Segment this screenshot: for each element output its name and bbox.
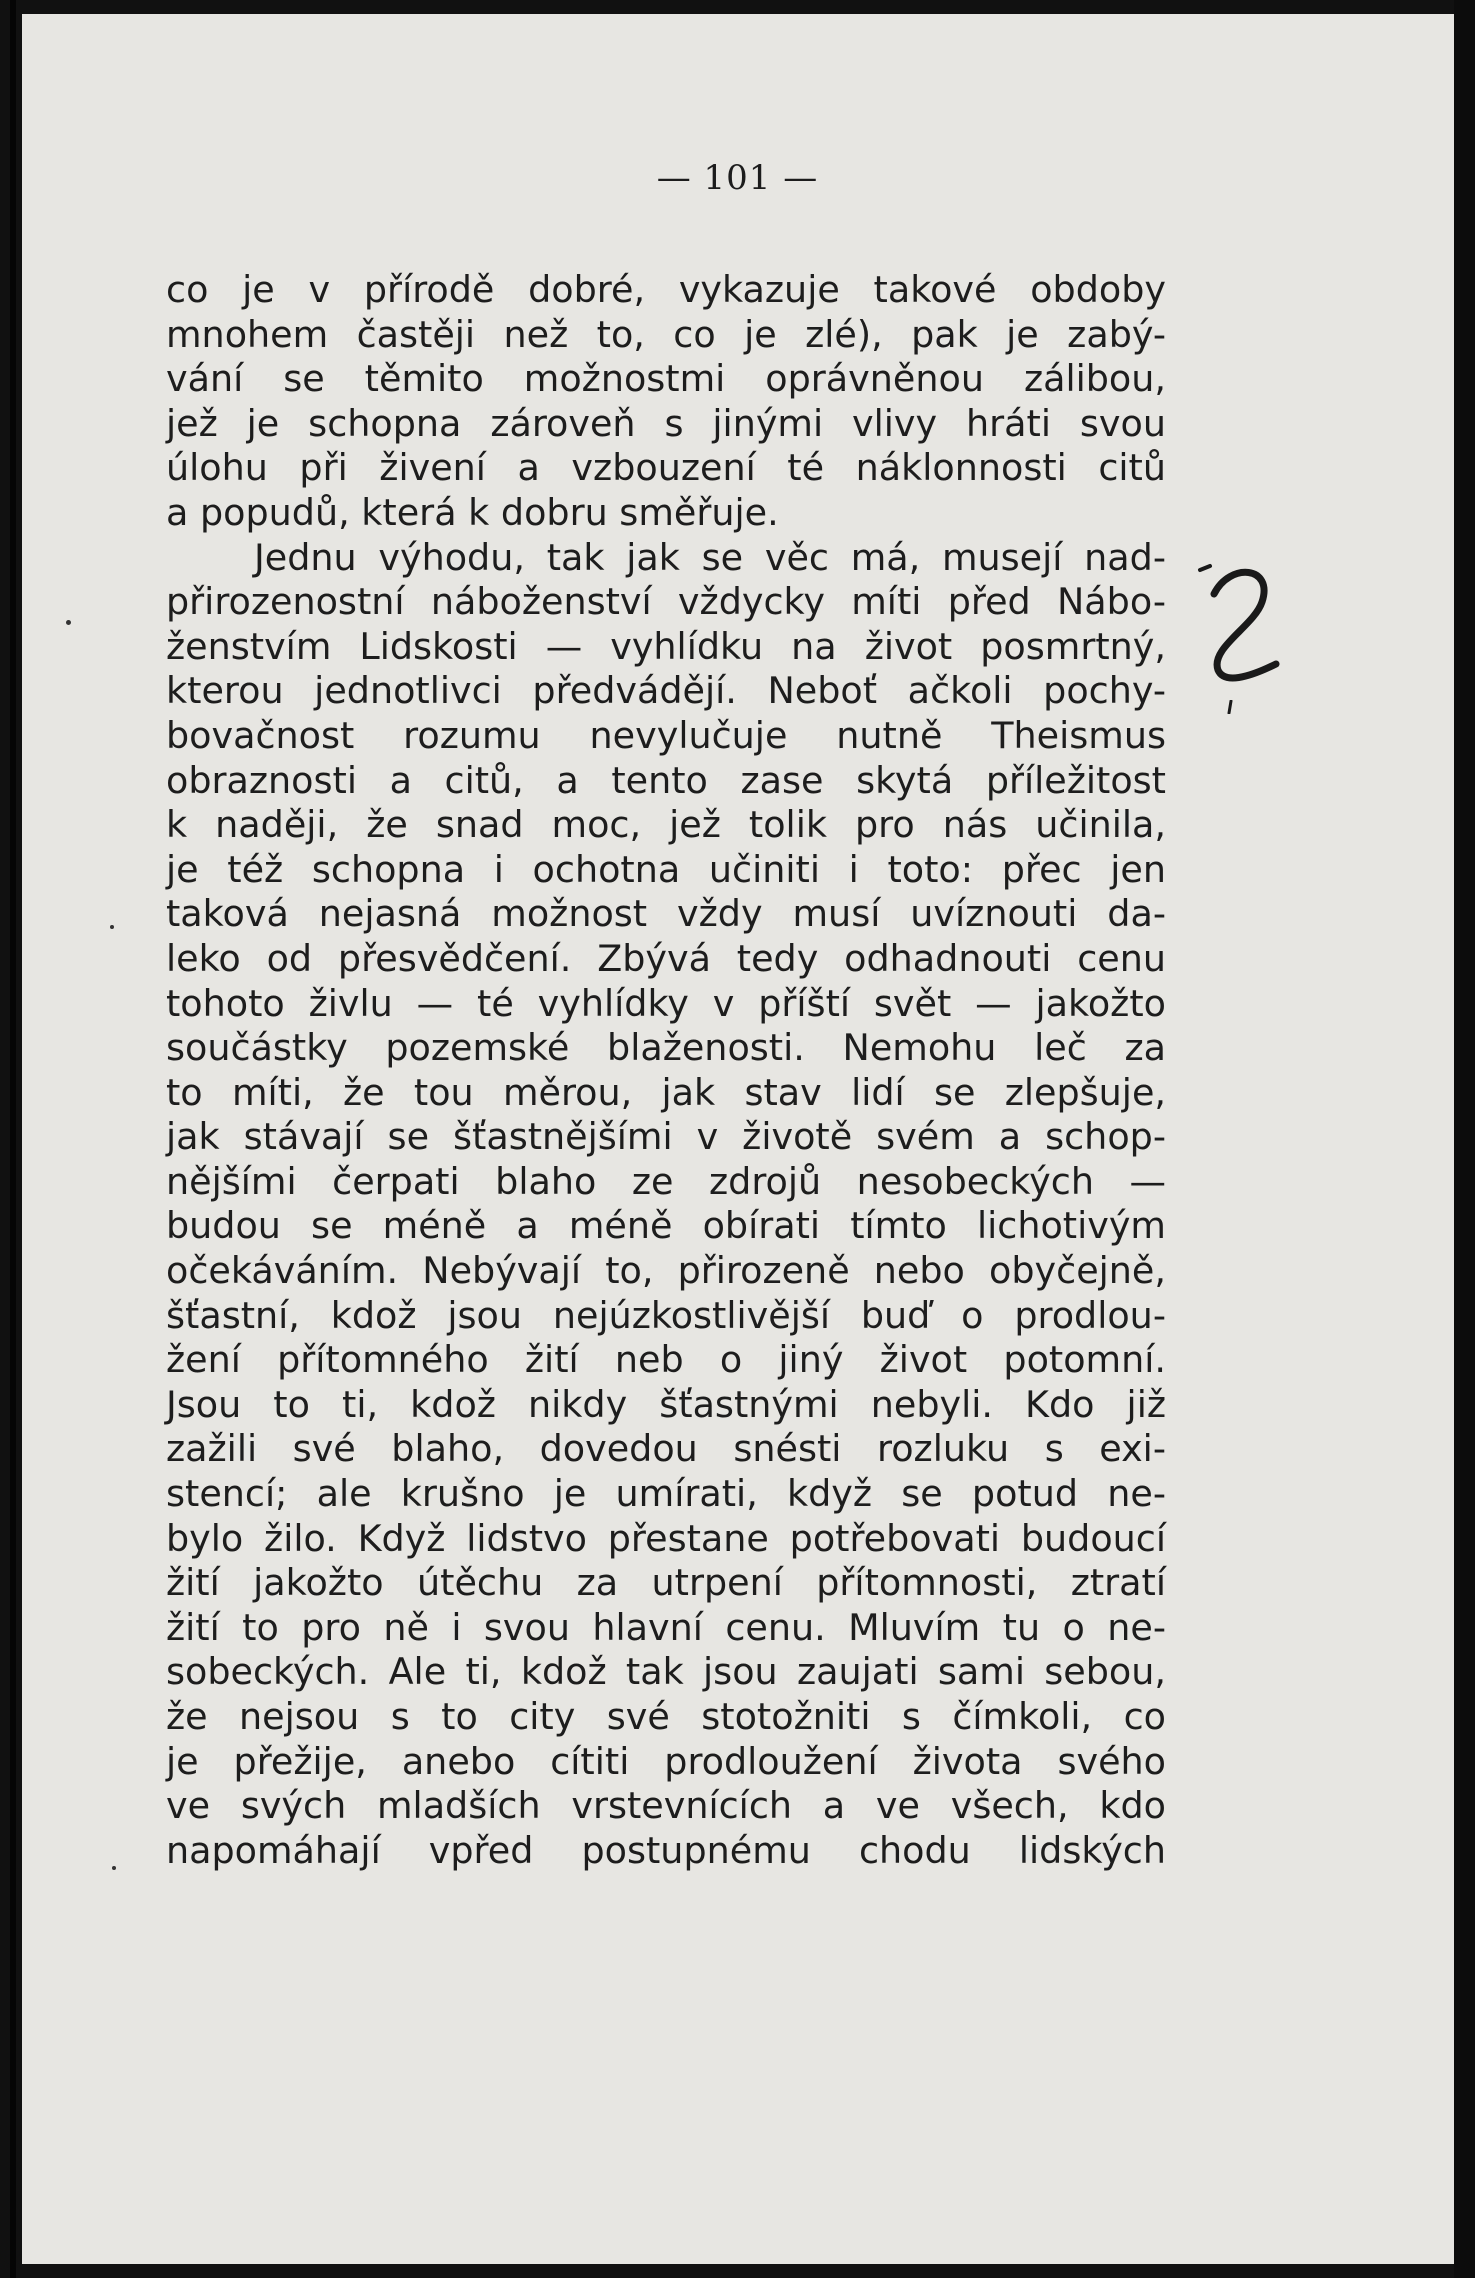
- body-text: [166, 268, 1166, 1873]
- text-line: přirozenostní náboženství vždycky míti před Nábo-: [166, 580, 1166, 624]
- text-line: že nejsou s to city své stotožniti s čímkoli, co: [166, 1695, 1166, 1738]
- handwritten-margin-mark: [1196, 560, 1286, 690]
- text-line: očekáváním. Nebývají to, přirozeně nebo obyčejně,: [166, 1249, 1166, 1293]
- text-line: co je v přírodě dobré, vykazuje takové obdoby: [166, 268, 1166, 311]
- text-line: leko od přesvědčení. Zbývá tedy odhadnouti cenu: [166, 936, 1166, 980]
- text-line: ve svých mladších vrstevnících a ve všech, kdo: [166, 1784, 1166, 1828]
- margin-tick-mark: [1226, 700, 1234, 714]
- scan-speck: [66, 620, 71, 625]
- text-line: tohoto živlu — té vyhlídky v příští svět — jakožto: [166, 981, 1166, 1025]
- page-number: — 101 —: [656, 158, 819, 198]
- text-line: žití to pro ně i svou hlavní cenu. Mluvím tu o ne-: [166, 1605, 1166, 1649]
- text-line: žení přítomného žití neb o jiný život potomní.: [166, 1338, 1166, 1382]
- scan-speck: [112, 1866, 116, 1870]
- left-page-edge: [10, 0, 16, 2278]
- text-line: úlohu při živení a vzbouzení té náklonnosti citů: [166, 446, 1166, 490]
- text-line: bylo žilo. Když lidstvo přestane potřebovati budoucí: [166, 1516, 1166, 1560]
- text-line: to míti, že tou měrou, jak stav lidí se zlepšuje,: [166, 1070, 1166, 1114]
- text-line: jak stávají se šťastnějšími v životě svém a schop-: [166, 1115, 1166, 1159]
- text-line: bovačnost rozumu nevylučuje nutně Theismus: [166, 713, 1166, 757]
- text-line: a popudů, která k dobru směřuje.: [166, 490, 779, 534]
- text-line: k naději, že snad moc, jež tolik pro nás učinila,: [166, 803, 1166, 847]
- text-line: vání se těmito možnostmi oprávněnou zálibou,: [166, 357, 1166, 401]
- text-line: ženstvím Lidskosti — vyhlídku na život posmrtný,: [166, 624, 1166, 668]
- text-line: obraznosti a citů, a tento zase skytá příležitost: [166, 758, 1166, 802]
- text-line: taková nejasná možnost vždy musí uvíznouti da-: [166, 892, 1166, 936]
- text-line: sobeckých. Ale ti, kdož tak jsou zaujati sami sebou,: [166, 1650, 1166, 1694]
- scan-speck: [110, 925, 114, 929]
- text-line: kterou jednotlivci předvádějí. Neboť ačkoli pochy-: [166, 669, 1166, 713]
- text-line: žití jakožto útěchu za utrpení přítomnosti, ztratí: [166, 1561, 1166, 1605]
- text-line: jež je schopna zároveň s jinými vlivy hráti svou: [166, 401, 1166, 445]
- text-line: je též schopna i ochotna učiniti i toto: přec jen: [166, 847, 1166, 891]
- text-line: zažili své blaho, dovedou snésti rozluku s exi-: [166, 1427, 1166, 1471]
- text-line: mnohem častěji než to, co je zlé), pak je zabý-: [166, 312, 1166, 356]
- text-line: součástky pozemské blaženosti. Nemohu leč za: [166, 1026, 1166, 1070]
- text-line: šťastní, kdož jsou nejúzkostlivější buď o prodlou-: [166, 1293, 1166, 1337]
- text-line: je přežije, anebo cítiti prodloužení života svého: [166, 1739, 1166, 1783]
- text-line: napomáhají vpřed postupnému chodu lidských: [166, 1828, 1166, 1872]
- text-line: Jsou to ti, kdož nikdy šťastnými nebyli. Kdo již: [166, 1382, 1166, 1426]
- text-line: stencí; ale krušno je umírati, když se potud ne-: [166, 1472, 1166, 1516]
- text-line: Jednu výhodu, tak jak se věc má, musejí nad-: [254, 535, 1166, 579]
- text-line: nějšími čerpati blaho ze zdrojů nesobeckých —: [166, 1159, 1166, 1203]
- right-page-edge: [1454, 0, 1475, 2278]
- text-line: budou se méně a méně obírati tímto lichotivým: [166, 1204, 1166, 1248]
